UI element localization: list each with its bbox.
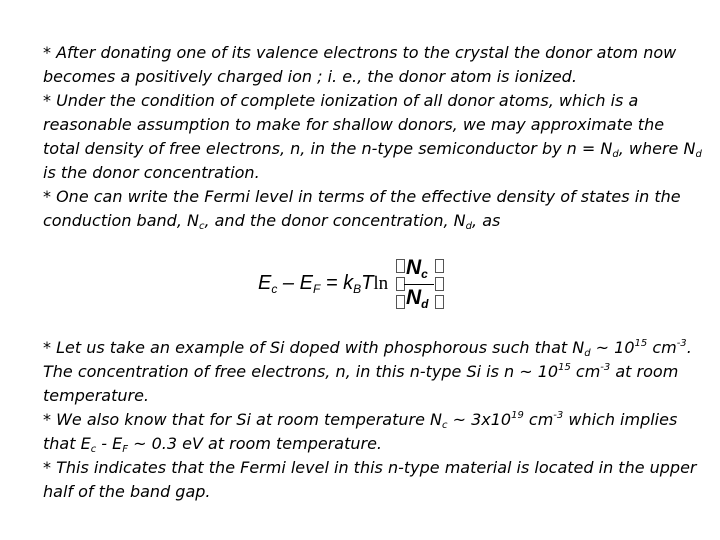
text: cm xyxy=(523,410,554,429)
paragraph-fermi-level-intro xyxy=(43,185,703,233)
paragraph-si-example xyxy=(43,336,703,408)
paragraph-complete-ionization xyxy=(43,89,703,185)
text: at room temperature. xyxy=(43,362,679,405)
missing-glyph-icon xyxy=(435,277,444,291)
numerator xyxy=(406,256,428,280)
text: ~ 3x10 xyxy=(447,410,512,429)
subscript: c xyxy=(198,221,205,232)
text: The concentration of free electrons, n, in this n-type Si is n ~ 10 xyxy=(43,362,559,381)
symbol: T xyxy=(361,272,374,294)
text: , as xyxy=(472,211,501,230)
fraction-bar xyxy=(404,284,434,285)
text: - E xyxy=(96,434,123,453)
text: ~ 0.3 eV at room temperature. xyxy=(128,434,382,453)
denominator xyxy=(406,286,429,310)
text: which implies that E xyxy=(43,410,678,453)
fraction xyxy=(404,256,434,312)
symbol: N xyxy=(406,256,422,279)
symbol: E xyxy=(299,272,313,294)
superscript: -3 xyxy=(553,410,564,421)
text: ~ 10 xyxy=(590,338,635,357)
text: * One can write the Fermi level in terms of the effective density of states in the conduction band, N xyxy=(43,187,681,230)
subscript: d xyxy=(421,297,429,311)
text-block-top xyxy=(43,41,703,233)
subscript: F xyxy=(312,282,321,296)
subscript: d xyxy=(465,221,473,232)
symbol: E xyxy=(258,272,272,294)
text: * We also know that for Si at room temperature N xyxy=(43,410,442,429)
subscript: B xyxy=(353,282,362,296)
paragraph-donor-ionization xyxy=(43,41,703,89)
superscript: -3 xyxy=(600,362,611,373)
ln-operator: ln xyxy=(373,273,389,294)
superscript: 15 xyxy=(558,362,571,373)
operator: – xyxy=(277,272,300,294)
text: cm xyxy=(647,338,677,357)
subscript: c xyxy=(421,267,428,281)
operator: = xyxy=(320,272,344,294)
paragraph-si-room-temp xyxy=(43,408,703,456)
subscript: c xyxy=(441,420,448,431)
subscript: c xyxy=(271,282,278,296)
superscript: -3 xyxy=(676,338,687,349)
subscript: F xyxy=(122,444,129,455)
superscript: 19 xyxy=(511,410,524,421)
text: * Let us take an example of Si doped with phosphorous such that N xyxy=(43,338,585,357)
missing-glyph-icon xyxy=(435,295,444,309)
text-block-bottom xyxy=(43,336,703,504)
text: , and the donor concentration, N xyxy=(204,211,466,230)
subscript: d xyxy=(612,149,619,160)
equation-lhs xyxy=(258,272,388,295)
paragraph-conclusion xyxy=(43,456,703,504)
symbol: N xyxy=(406,286,422,309)
superscript: 15 xyxy=(634,338,648,349)
text: , where N xyxy=(618,139,696,158)
text: * After donating one of its valence electrons to the crystal the donor atom now becomes a positively charged ion ; i. e., the donor atom is ionized. xyxy=(43,43,677,86)
subscript: d xyxy=(695,149,702,160)
text: . xyxy=(686,338,692,357)
subscript: c xyxy=(90,444,97,455)
text: * Under the condition of complete ionization of all donor atoms, which is a reasonable assumption to make for shallow donors, we may approximate the total density of free electrons, n, in the n-type semiconductor by n = N xyxy=(43,91,665,158)
missing-glyph-icon xyxy=(435,259,444,273)
text: cm xyxy=(570,362,601,381)
text: is the donor concentration. xyxy=(43,163,260,182)
text: * This indicates that the Fermi level in this n-type material is located in the upper half of the band gap. xyxy=(43,458,697,501)
subscript: d xyxy=(584,348,591,359)
symbol: k xyxy=(343,272,354,294)
